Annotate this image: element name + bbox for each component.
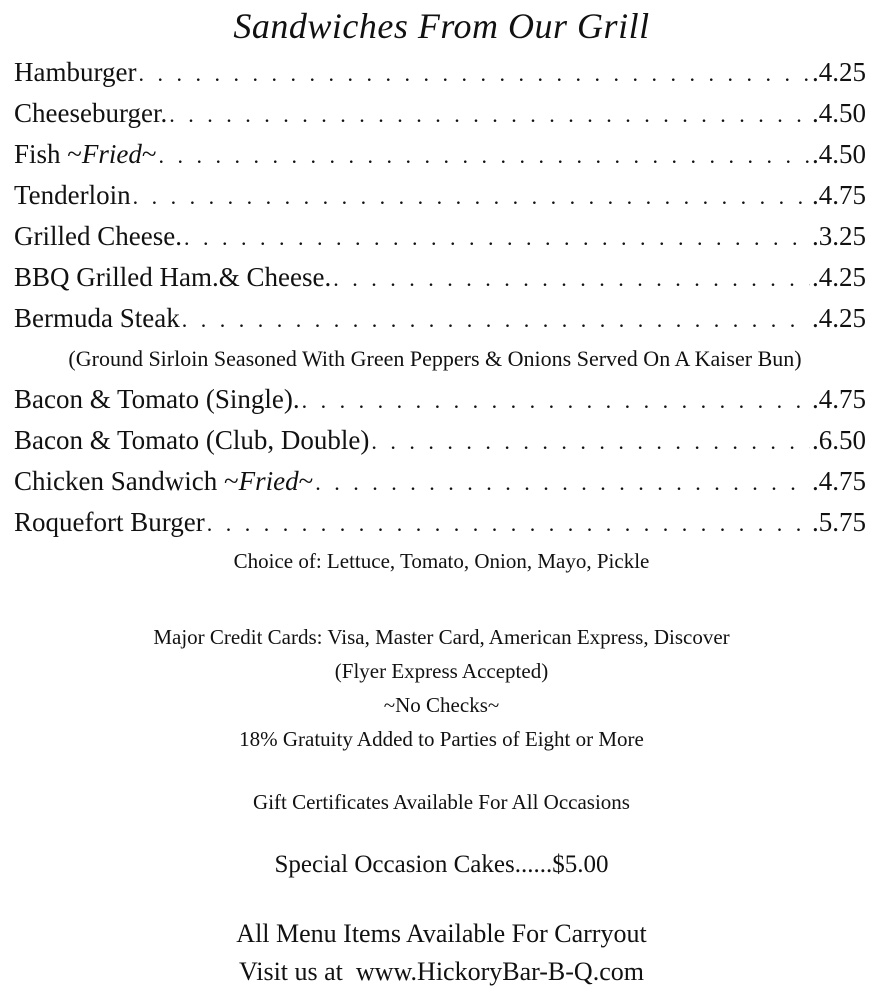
item-price: .3.25 bbox=[812, 221, 866, 251]
dot-leader bbox=[207, 506, 810, 542]
toppings-choice: Choice of: Lettuce, Tomato, Onion, Mayo, Pickle bbox=[233, 549, 650, 573]
dot-leader bbox=[302, 383, 810, 419]
menu-item-roquefort-burger bbox=[14, 504, 866, 545]
carryout-text: All Menu Items Available For Carryout bbox=[236, 919, 647, 948]
dot-leader bbox=[138, 56, 810, 92]
item-price: .4.25 bbox=[812, 303, 866, 333]
payment-info bbox=[0, 620, 883, 756]
item-name: Bacon & Tomato (Club, Double) bbox=[14, 425, 370, 455]
menu-item-bermuda-steak bbox=[14, 300, 866, 341]
item-name: Hamburger bbox=[14, 57, 137, 87]
item-name: Bermuda Steak bbox=[14, 303, 180, 333]
gratuity-text: 18% Gratuity Added to Parties of Eight or More bbox=[239, 727, 644, 751]
website-text: Visit us at www.HickoryBar-B-Q.com bbox=[239, 957, 644, 986]
item-name: Bacon & Tomato (Single). bbox=[14, 384, 300, 414]
item-price: .4.25 bbox=[812, 57, 866, 87]
footer bbox=[0, 915, 883, 991]
menu-item-bacon-tomato-single bbox=[14, 381, 866, 422]
dot-leader bbox=[315, 465, 810, 501]
item-name: Chicken Sandwich ~Fried~ bbox=[14, 466, 314, 496]
item-name: Cheeseburger. bbox=[14, 98, 168, 128]
item-price: .4.25 bbox=[812, 262, 866, 292]
menu-item-hamburger bbox=[14, 54, 866, 95]
item-style: Fried bbox=[238, 466, 299, 496]
no-checks-text: ~No Checks~ bbox=[383, 693, 500, 717]
item-style: Fried bbox=[81, 139, 142, 169]
dot-leader bbox=[333, 261, 810, 297]
dot-leader bbox=[371, 424, 810, 460]
item-price: .4.50 bbox=[812, 139, 866, 169]
menu-item-bacon-tomato-club bbox=[14, 422, 866, 463]
dot-leader bbox=[182, 302, 810, 338]
dot-leader bbox=[159, 138, 811, 174]
item-price: .5.75 bbox=[812, 507, 866, 537]
item-price: .4.75 bbox=[812, 180, 866, 210]
flyer-express-text: (Flyer Express Accepted) bbox=[334, 659, 549, 683]
item-name: BBQ Grilled Ham.& Cheese. bbox=[14, 262, 332, 292]
menu-item-cheeseburger bbox=[14, 95, 866, 136]
bermuda-steak-description: (Ground Sirloin Seasoned With Green Peppers & Onions Served On A Kaiser Bun) bbox=[68, 346, 802, 371]
menu-item-grilled-cheese bbox=[14, 218, 866, 259]
item-name: Tenderloin bbox=[14, 180, 131, 210]
dot-leader bbox=[169, 97, 810, 133]
item-price: .4.50 bbox=[812, 98, 866, 128]
special-cakes-text: Special Occasion Cakes......$5.00 bbox=[274, 851, 609, 878]
item-name: Grilled Cheese. bbox=[14, 221, 182, 251]
item-price: .4.75 bbox=[812, 384, 866, 414]
menu-item-chicken-sandwich bbox=[14, 463, 866, 504]
sandwich-list bbox=[14, 54, 866, 545]
item-price: .4.75 bbox=[812, 466, 866, 496]
credit-cards-text: Major Credit Cards: Visa, Master Card, American Express, Discover bbox=[153, 625, 730, 649]
item-price: .6.50 bbox=[812, 425, 866, 455]
item-name: Fish ~Fried~ bbox=[14, 139, 157, 169]
item-name: Roquefort Burger bbox=[14, 507, 205, 537]
gift-certificates-text: Gift Certificates Available For All Occasions bbox=[253, 790, 630, 814]
menu-item-tenderloin bbox=[14, 177, 866, 218]
menu-item-fish bbox=[14, 136, 866, 177]
dot-leader bbox=[184, 220, 810, 256]
menu-item-bbq-ham-cheese bbox=[14, 259, 866, 300]
dot-leader bbox=[133, 179, 810, 215]
menu-title: Sandwiches From Our Grill bbox=[233, 6, 650, 46]
